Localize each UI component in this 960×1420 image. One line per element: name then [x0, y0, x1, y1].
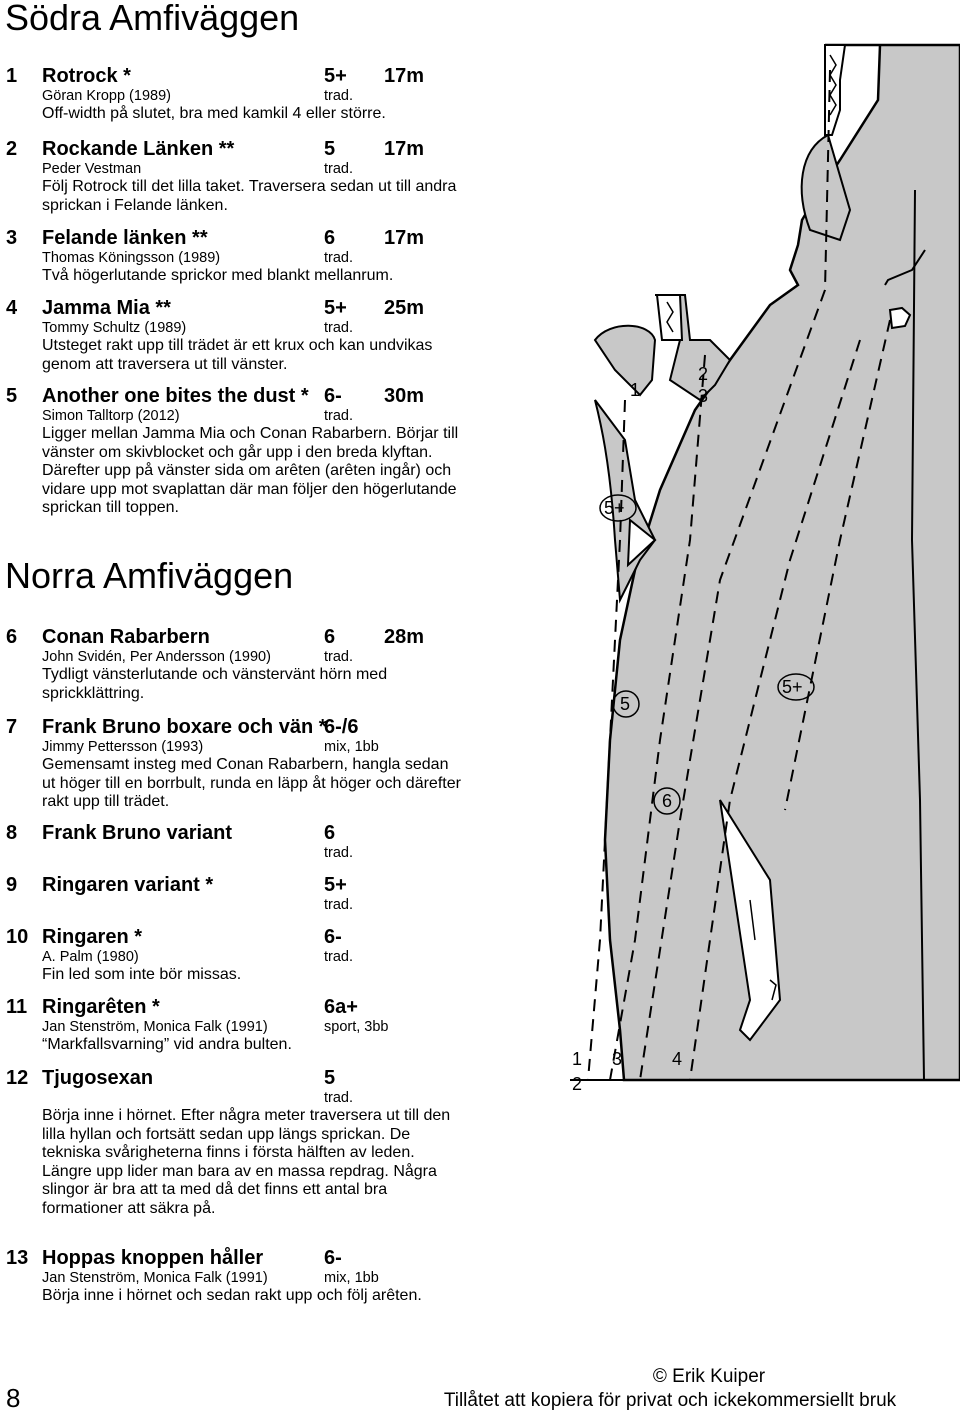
route-heading — [6, 715, 458, 739]
protection-type: sport, 3bb — [324, 1019, 389, 1035]
route-heading — [6, 873, 458, 897]
first-ascent: Thomas Köningsson (1989) — [42, 250, 221, 266]
topo-label-route-2: 2 — [698, 364, 709, 384]
route-grade: 6 — [324, 822, 336, 844]
route-number: 3 — [6, 227, 18, 249]
protection-type: trad. — [324, 649, 354, 665]
route-heading — [6, 226, 458, 250]
topo-label-route-3: 3 — [698, 386, 709, 406]
footer-copyright — [410, 1365, 930, 1413]
first-ascent: Jan Stenström, Monica Falk (1991) — [42, 1270, 268, 1286]
route-number: 6 — [6, 626, 18, 648]
route-heading — [6, 296, 458, 320]
route-heading — [6, 137, 458, 161]
route-number: 1 — [6, 65, 18, 87]
route-meta — [6, 845, 458, 862]
route-heading — [6, 925, 458, 949]
topo-label-bottom-1: 1 — [572, 1049, 583, 1069]
route-number: 5 — [6, 385, 18, 407]
route-grade: 5+ — [324, 874, 347, 896]
protection-type: trad. — [324, 845, 354, 861]
route-meta — [6, 250, 458, 267]
topo-label-grade-5plus: 5+ — [604, 498, 625, 518]
route-entry — [6, 137, 458, 215]
copyright-text: © Erik Kuiper — [652, 1366, 766, 1387]
route-length: 17m — [384, 138, 425, 160]
route-grade: 5 — [324, 138, 336, 160]
route-description: Följ Rotrock till det lilla taket. Traversera sedan ut till andra sprickan i Felande länken. — [42, 178, 457, 214]
first-ascent: Göran Kropp (1989) — [42, 88, 171, 104]
route-number: 8 — [6, 822, 18, 844]
protection-type: trad. — [324, 161, 354, 177]
topo-label-bottom-3: 3 — [612, 1049, 623, 1069]
first-ascent: Simon Talltorp (2012) — [42, 408, 180, 424]
south-section-title: Södra Amfiväggen — [5, 0, 300, 38]
route-name: Rotrock * — [42, 65, 131, 87]
route-length: 17m — [384, 65, 425, 87]
protection-type: trad. — [324, 408, 354, 424]
route-meta — [6, 408, 458, 425]
route-number: 7 — [6, 716, 18, 738]
route-number: 4 — [6, 297, 18, 319]
protection-type: trad. — [324, 88, 354, 104]
first-ascent: Tommy Schultz (1989) — [42, 320, 187, 336]
route-entry — [6, 1066, 458, 1218]
route-meta — [6, 1270, 458, 1287]
route-grade: 6-/6 — [324, 716, 359, 738]
route-heading — [6, 821, 458, 845]
route-length: 28m — [384, 626, 425, 648]
route-heading — [6, 625, 458, 649]
protection-type: mix, 1bb — [324, 739, 379, 755]
first-ascent: Jan Stenström, Monica Falk (1991) — [42, 1019, 268, 1035]
protection-type: trad. — [324, 320, 354, 336]
route-entry — [6, 384, 458, 518]
topo-label-grade-5plus-right: 5+ — [782, 677, 803, 697]
route-meta — [6, 161, 458, 178]
page-number: 8 — [6, 1383, 21, 1413]
route-meta — [6, 1019, 458, 1036]
route-name: Felande länken ** — [42, 227, 208, 249]
route-name: Frank Bruno boxare och vän * — [42, 716, 327, 738]
route-number: 13 — [6, 1247, 29, 1269]
protection-type: trad. — [324, 1090, 354, 1106]
route-description: Ligger mellan Jamma Mia och Conan Rabarbern. Börjar till vänster om skivblocket och går upp i den breda klyftan. Därefter upp på vänster sida om arêten (arêten ingår) och vidare upp mot svaplattan där man följer den högerlutande sprickan till toppen. — [42, 425, 459, 516]
route-heading — [6, 64, 458, 88]
route-heading — [6, 1066, 458, 1090]
route-description: Gemensamt insteg med Conan Rabarbern, hangla sedan ut höger till en borrbult, runda en läpp åt höger och därefter rakt upp till trädet. — [42, 756, 461, 810]
first-ascent: John Svidén, Per Andersson (1990) — [42, 649, 271, 665]
route-meta — [6, 739, 458, 756]
protection-type: trad. — [324, 949, 354, 965]
route-grade: 6 — [324, 227, 336, 249]
route-number: 10 — [6, 926, 29, 948]
license-text: Tillåtet att kopiera för privat och ickekommersiellt bruk — [443, 1390, 897, 1411]
route-length: 30m — [384, 385, 425, 407]
route-grade: 5 — [324, 1067, 336, 1089]
route-entry — [6, 715, 461, 812]
route-name: Ringaren * — [42, 926, 143, 948]
topo-label-bottom-4: 4 — [672, 1049, 683, 1069]
protection-type: trad. — [324, 897, 354, 913]
rock-face-upper — [605, 45, 960, 1080]
route-description: Börja inne i hörnet. Efter några meter traversera ut till den lilla hyllan och fortsätt sedan upp längs sprickan. De tekniska svårigheterna finns i första hälften av leden. Längre upp lider man bara av en massa repdrag. Några slingor är bra att ta med då det finns ett antal bra formationer att säkra på. — [42, 1107, 451, 1217]
route-grade: 6- — [324, 385, 342, 407]
first-ascent: Peder Vestman — [42, 161, 142, 177]
route-number: 9 — [6, 874, 18, 896]
route-number: 2 — [6, 138, 18, 160]
rock-bulge — [802, 135, 850, 240]
route-length: 17m — [384, 227, 425, 249]
route-name: Ringaren variant * — [42, 874, 214, 896]
route-name: Another one bites the dust * — [42, 385, 309, 407]
route-length: 25m — [384, 297, 425, 319]
protection-type: trad. — [324, 250, 354, 266]
topo-label-grade-6: 6 — [662, 791, 673, 811]
route-entry — [6, 873, 458, 914]
route-entry — [6, 995, 458, 1055]
route-meta — [6, 320, 458, 337]
route-entry — [6, 64, 458, 124]
protection-type: mix, 1bb — [324, 1270, 379, 1286]
route-name: Rockande Länken ** — [42, 138, 235, 160]
route-description: Börja inne i hörnet och sedan rakt upp och följ arêten. — [42, 1287, 422, 1304]
route-grade: 6- — [324, 1247, 342, 1269]
route-heading — [6, 384, 458, 408]
route-description: Off-width på slutet, bra med kamkil 4 eller större. — [42, 105, 386, 122]
route-meta — [6, 897, 458, 914]
route-grade: 6a+ — [324, 996, 358, 1018]
route-name: Conan Rabarbern — [42, 626, 210, 648]
route-heading — [6, 995, 458, 1019]
route-description: Två högerlutande sprickor med blankt mellanrum. — [42, 267, 394, 284]
route-name: Hoppas knoppen håller — [42, 1247, 264, 1269]
route-name: Tjugosexan — [42, 1067, 154, 1089]
first-ascent: Jimmy Pettersson (1993) — [42, 739, 204, 755]
route-heading — [6, 1246, 458, 1270]
route-grade: 6- — [324, 926, 342, 948]
route-number: 12 — [6, 1067, 29, 1089]
first-ascent: A. Palm (1980) — [42, 949, 139, 965]
route-entry — [6, 1246, 458, 1306]
topo-label-route-1: 1 — [630, 380, 641, 400]
route-entry — [6, 821, 458, 862]
route-meta — [6, 649, 458, 666]
route-entry — [6, 226, 458, 286]
route-number: 11 — [6, 996, 28, 1018]
route-entry — [6, 296, 458, 374]
route-meta — [6, 1090, 458, 1107]
route-description: Fin led som inte bör missas. — [42, 966, 242, 983]
route-name: Frank Bruno variant — [42, 822, 233, 844]
route-entry — [6, 625, 458, 703]
route-description: “Markfallsvarning” vid andra bulten. — [42, 1036, 292, 1053]
route-description: Utsteget rakt upp till trädet är ett krux och kan undvikas genom att traversera ut till vänster. — [42, 337, 433, 373]
north-section-title: Norra Amfiväggen — [5, 555, 294, 596]
route-grade: 5+ — [324, 297, 347, 319]
topo-diagram — [540, 40, 960, 1100]
route-description: Tydligt vänsterlutande och vänstervänt hörn med sprickklättring. — [42, 666, 388, 702]
topo-label-bottom-2: 2 — [572, 1074, 583, 1094]
boulder — [595, 326, 655, 395]
route-grade: 5+ — [324, 65, 347, 87]
route-name: Ringarêten * — [42, 996, 160, 1018]
route-grade: 6 — [324, 626, 336, 648]
route-meta — [6, 949, 458, 966]
route-meta — [6, 88, 458, 105]
route-name: Jamma Mia ** — [42, 297, 171, 319]
route-entry — [6, 925, 458, 985]
topo-label-grade-5: 5 — [620, 694, 631, 714]
